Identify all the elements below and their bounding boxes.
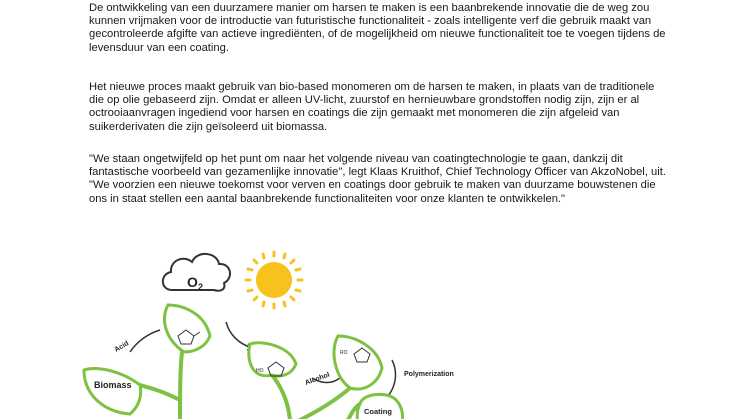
acid-label: Acid [113,340,131,354]
ho-label: HO [256,368,264,374]
biomass-label: Biomass [94,380,132,390]
ro-label: RO [340,350,348,356]
oxygen-label: O [187,274,198,290]
paragraph-3: "We staan ongetwijfeld op het punt om naar het volgende niveau van coatingtechnologie te gaan, dankzij dit fantastische voorbeeld van gezamenlijke innovatie", legt Klaas Kruithof, Chief Technology Officer van AkzoNobel, uit. "We voorzien een nieuwe toekomst voor verven en coatings door gebruik te maken van duurzame bouwstenen die ons in staat stellen een aantal baanbrekende functionaliteiten voor onze klanten te ontwikkelen." [89,153,666,205]
paragraph-1: De ontwikkeling van een duurzamere manier om harsen te maken is een baanbrekende innovatie die de weg zou kunnen vrijmaken voor de introductie van futuristische functionaliteit - zoals intelligente verf die gebruik maakt van gecontroleerde afgifte van actieve ingrediënten, of de mogelijkheid om nieuwe functionaliteit toe te voegen tijdens de levensduur van een coating. [89,2,666,54]
alcohol-label: Alcohol [304,371,331,387]
paragraph-2: Het nieuwe proces maakt gebruik van bio-based monomeren om de harsen te maken, in plaats van de traditionele die op olie gebaseerd zijn. Omdat er alleen UV-licht, zuurstof en hernieuwbare grondstoffen nodig zijn, zijn er al octrooiaanvragen ingediend voor harsen en coatings die zijn gemaakt met monomeren die zijn afgeleid van suikerderivaten die zijn geïsoleerd uit biomassa. [89,81,655,133]
arrow-acid [130,330,160,352]
oxygen-subscript: 2 [198,282,204,292]
coating-label: Coating [364,407,392,416]
leaf-biomass [84,369,141,414]
leaf-alkoxy-furanone [334,336,382,389]
leaf-furan-aldehyde [165,305,210,352]
sun-icon [246,252,302,308]
arrow-polymerization [388,360,395,396]
polymerization-label: Polymerization [404,371,454,378]
